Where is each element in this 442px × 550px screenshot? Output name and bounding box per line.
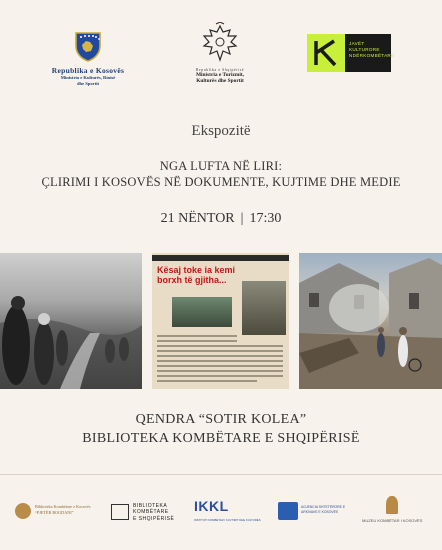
albania-eagle-icon [200,22,240,66]
bksh-line1: BIBLIOTEKA [133,503,168,509]
archives-line2: ARKIVAVE E KOSOVËS [301,509,339,514]
newspaper-headline-line1: Kësaj toke ia kemi [157,265,236,275]
ikkl-subtitle: INSTITUTI KOMBËTAR I KUJTIMIT DHE KULTURËS [194,518,261,522]
event-datetime [0,211,442,227]
archives-text [301,505,345,514]
venue [0,410,442,448]
kosovo-logo-line3: dhe Sportit [76,80,100,86]
event-title-line2: ÇLIRIMI I KOSOVËS NË DOKUMENTE, KUJTIME DHE MEDIE [41,175,401,189]
bkk-line1: Biblioteka Kombëtare e Kosovës [35,504,91,509]
newspaper-photo-group [172,297,232,327]
newspaper-text-line [157,380,257,382]
newspaper-headline-line2: borxh të gjitha... [157,275,227,285]
newspaper-text-line [157,335,237,337]
book-icon [111,504,129,520]
newspaper-text-line [157,360,283,362]
newspaper-text-line [157,365,283,367]
newspaper-clipping [152,253,289,389]
albania-logo-line2: Kulturës dhe Sportit [196,78,244,85]
kulturore-line2: KULTURORE [349,47,380,52]
refugees-photo [0,253,142,389]
kulturore-logo [307,34,395,72]
partner-logo-ikkl [194,496,261,530]
newspaper-text-line [157,370,283,372]
bkk-text [35,504,90,516]
albania-logo-line1: Ministria e Turizmit, [195,72,245,78]
albania-ministry-logo [165,22,275,85]
archives-emblem-icon [278,502,298,520]
event-type: Ekspozitë [191,123,251,139]
newspaper-text-line [157,340,237,342]
bksh-line3: E SHQIPËRISË [133,515,175,522]
partner-logo-bkk [15,496,105,530]
kosovo-logo-line1: Republika e Kosovës [51,66,125,75]
bksh-line2: KOMBËTARE [133,509,169,516]
newspaper-text-line [157,350,283,352]
newspaper-masthead [152,255,289,261]
datetime-separator: | [240,211,244,226]
ikkl-wordmark: IKKL [194,498,229,514]
divider [0,474,442,475]
kosovo-logo-line2: Ministria e Kulturës, Rinisë [60,75,116,80]
bksh-text [133,503,174,522]
newspaper-text-line [157,375,283,377]
archives-line1: AGJENCIA SHTETËRORE E [301,505,346,509]
event-title [0,158,442,190]
kulturore-k-icon [307,34,345,72]
museum-text: MUZEU KOMBËTAR I KOSOVËS [362,518,423,523]
venue-line1: QENDRA “SOTIR KOLEA” [135,412,307,427]
newspaper-text-line [157,355,283,357]
venue-line2: BIBLIOTEKA KOMBËTARE E SHQIPËRISË [82,431,360,446]
partner-logo-museum [362,496,428,530]
kulturore-line1: JAVËT [349,41,365,46]
newspaper-text-line [157,345,283,347]
partner-logo-bksh [111,496,183,530]
bkk-line2: “PJETËR BOGDANI” [35,510,74,515]
kosovo-ministry-logo [38,30,138,86]
event-time: 17:30 [249,211,282,226]
kulturore-line3: NDËRKOMBËTARE [349,53,395,58]
village-street-photo [299,253,442,389]
albania-logo-line0: Republika e Shqipërisë [195,68,245,72]
bkk-emblem-icon [15,503,31,519]
museum-figure-icon [386,496,398,514]
event-date: 21 NËNTOR [160,211,235,226]
newspaper-photo-soldier [242,281,286,335]
event-title-line1: NGA LUFTA NË LIRI: [159,159,283,173]
partner-logo-archives [278,496,352,530]
kulturore-text [349,41,394,59]
kosovo-coat-of-arms-icon [74,30,102,62]
newspaper-headline [157,265,235,285]
